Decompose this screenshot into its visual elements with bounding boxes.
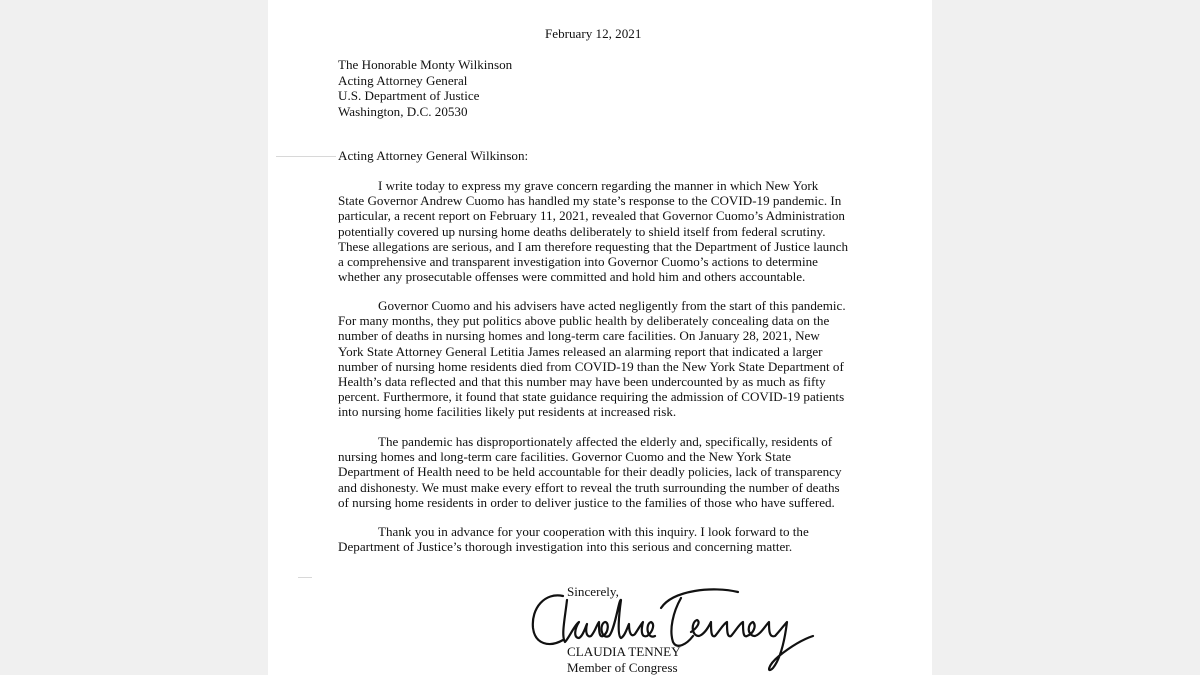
paragraph-line: Department of Health need to be held accountable for their deadly policies, lack of transparency [338, 464, 842, 480]
paragraph-line: into nursing home facilities likely put residents at increased risk. [338, 404, 677, 420]
paragraph-line: Thank you in advance for your cooperation with this inquiry. I look forward to the [378, 524, 809, 539]
body-paragraph-3 [338, 434, 854, 510]
paragraph-line: York State Attorney General Letitia James released an alarming report that indicated a larger [338, 343, 823, 359]
paragraph-line: potentially covered up nursing home deaths deliberately to shield itself from federal scrutiny. [338, 223, 826, 239]
paragraph-line: I write today to express my grave concern regarding the manner in which New York [378, 178, 819, 193]
signature-text: Claudia Tenney [523, 578, 530, 579]
scan-artifact [298, 577, 312, 578]
address-line: U.S. Department of Justice [338, 88, 480, 103]
signer-name: CLAUDIA TENNEY [567, 644, 681, 659]
paragraph-line: For many months, they put politics above public health by deliberately concealing data on the [338, 313, 830, 329]
recipient-address [338, 57, 512, 119]
paragraph-line: Department of Justice’s thorough investigation into this serious and concerning matter. [338, 539, 793, 555]
paragraph-line: The pandemic has disproportionately affected the elderly and, specifically, residents of [378, 434, 833, 449]
paragraph-line: Governor Cuomo and his advisers have acted negligently from the start of this pandemic. [378, 298, 846, 313]
address-line: Washington, D.C. 20530 [338, 103, 468, 119]
paragraph-line: and dishonesty. We must make every effort to reveal the truth surrounding the number of deaths [338, 479, 840, 495]
closing: Sincerely, [567, 584, 619, 599]
paragraph-line: of nursing home residents in order to deliver justice to the families of those who have suffered. [338, 494, 835, 510]
signer-title: Member of Congress [567, 660, 678, 675]
paragraph-line: State Governor Andrew Cuomo has handled my state’s response to the COVID-19 pandemic. In [338, 193, 842, 209]
paragraph-line: These allegations are serious, and I am therefore requesting that the Department of Justice launch [338, 238, 849, 254]
paragraph-line: number of nursing home residents died from COVID-19 than the New York State Department of [338, 358, 844, 374]
paragraph-line: nursing homes and long-term care facilities. Governor Cuomo and the New York State [338, 449, 792, 465]
letter-page [268, 0, 932, 675]
address-line: The Honorable Monty Wilkinson [338, 57, 513, 72]
salutation: Acting Attorney General Wilkinson: [338, 148, 529, 163]
body-paragraph-1 [338, 178, 854, 284]
letter-date: February 12, 2021 [545, 26, 642, 41]
paragraph-line: number of deaths in nursing homes and long-term care facilities. On January 28, 2021, New [338, 328, 820, 344]
paragraph-line: percent. Furthermore, it found that state guidance requiring the admission of COVID-19 patients [338, 389, 845, 405]
paragraph-line: Health’s data reflected and that this number may have been undercounted by as much as fifty [338, 374, 826, 390]
paragraph-line: a comprehensive and transparent investigation into Governor Cuomo’s actions to determine [338, 254, 818, 270]
body-paragraph-2 [338, 298, 854, 420]
paragraph-line: whether any prosecutable offenses were committed and hold him and others accountable. [338, 269, 806, 285]
body-paragraph-4 [338, 524, 854, 554]
address-line: Acting Attorney General [338, 72, 468, 88]
scan-artifact [276, 156, 336, 157]
paragraph-line: particular, a recent report on February 11, 2021, revealed that Governor Cuomo’s Administration [338, 208, 845, 224]
